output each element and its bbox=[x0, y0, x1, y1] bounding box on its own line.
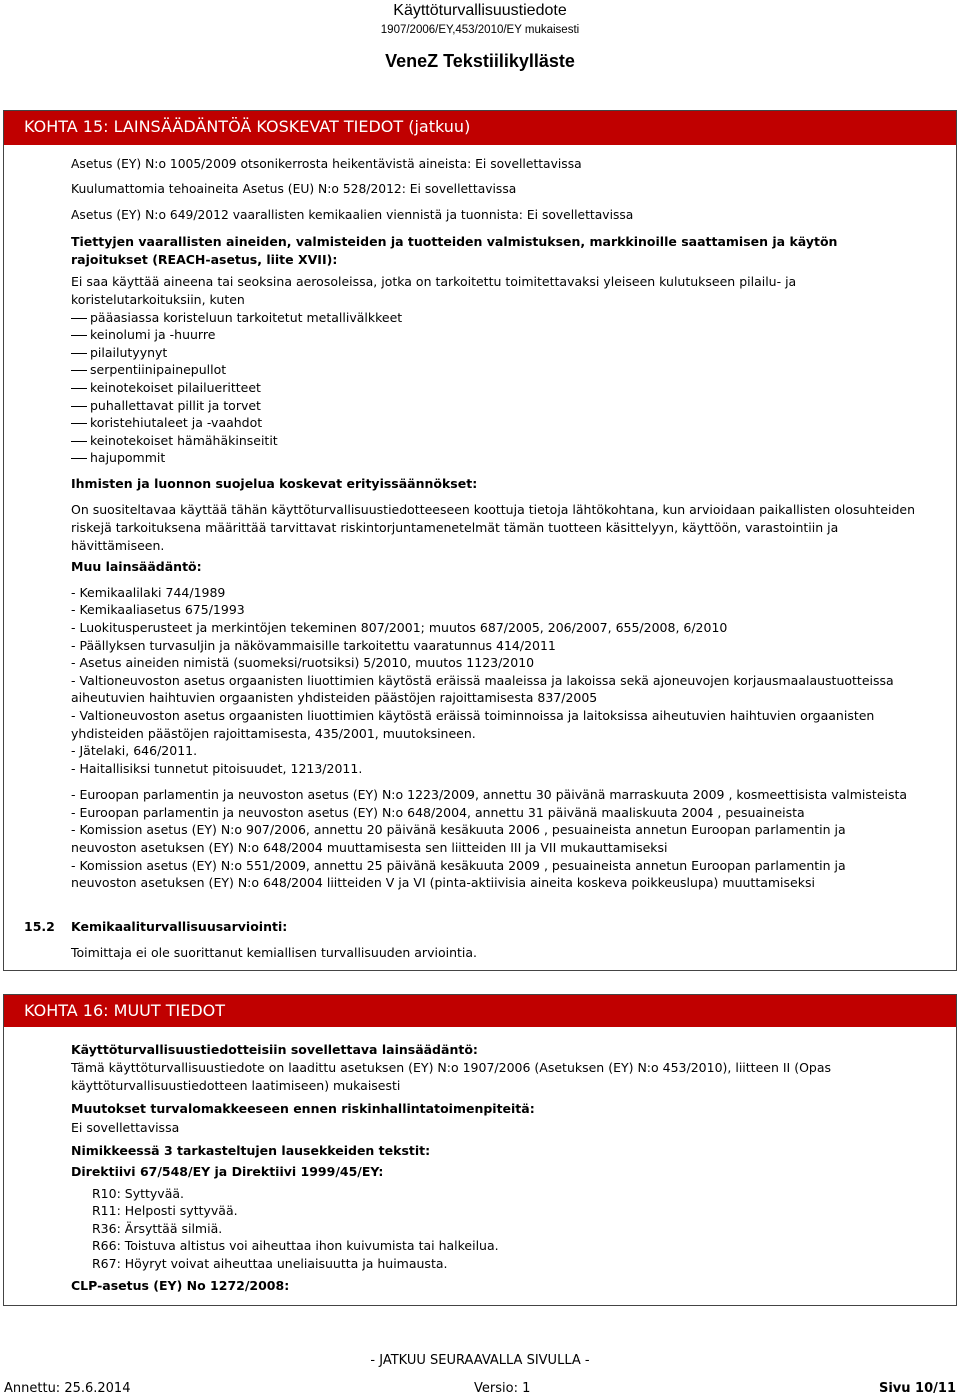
reach-item-text: keinolumi ja -huurre bbox=[90, 327, 216, 342]
regulation-line: Asetus (EY) N:o 1005/2009 otsonikerrosta heikentävistä aineista: Ei sovellettavissa bbox=[71, 157, 582, 171]
r-phrase: R66: Toistuva altistus voi aiheuttaa ihon kuivumista tai halkeilua. bbox=[92, 1238, 499, 1253]
continues-note: - JATKUU SEURAAVALLA SIVULLA - bbox=[370, 1353, 590, 1368]
version: Versio: 1 bbox=[474, 1381, 531, 1396]
protection-text: hävittämiseen. bbox=[71, 538, 165, 553]
issue-date: Annettu: 25.6.2014 bbox=[4, 1381, 131, 1396]
eu-regulation-item: - Euroopan parlamentin ja neuvoston asetus (EY) N:o 1223/2009, annettu 30 päivänä marraskuuta 2009 , kosmeettisista valmisteista bbox=[71, 787, 908, 802]
legislation-item: aiheutuvien haihtuvien orgaanisten yhdisteiden päästöjen rajoittamisesta 837/2005 bbox=[71, 690, 598, 705]
reach-list-item bbox=[71, 414, 262, 432]
legislation-item: - Kemikaaliasetus 675/1993 bbox=[71, 602, 245, 617]
eu-regulation-item: - Komission asetus (EY) N:o 907/2006, annettu 20 päivänä kesäkuuta 2006 , pesuaineista annetun Euroopan parlamentin ja bbox=[71, 822, 846, 837]
protection-text: On suositeltavaa käyttää tähän käyttöturvallisuustiedotteeseen koottuja tietoja lähtökohtana, kun arvioidaan paikallisten olosuhteiden bbox=[71, 502, 915, 517]
reach-item-text: koristehiutaleet ja -vaahdot bbox=[90, 415, 263, 430]
reach-text: koristelutarkoituksiin, kuten bbox=[71, 292, 245, 307]
page-number: Sivu 10/11 bbox=[878, 1381, 956, 1396]
section-15-banner: KOHTA 15: LAINSÄÄDÄNTÖÄ KOSKEVAT TIEDOT (jatkuu) bbox=[4, 111, 956, 145]
other-legislation-heading: Muu lainsäädäntö: bbox=[71, 559, 202, 574]
clp-heading: CLP-asetus (EY) No 1272/2008: bbox=[71, 1278, 290, 1293]
reach-heading: rajoitukset (REACH-asetus, liite XVII): bbox=[71, 252, 338, 267]
dash-marker bbox=[71, 458, 87, 459]
dash-marker bbox=[71, 441, 87, 442]
regulation-reference: 1907/2006/EY,453/2010/EY mukaisesti bbox=[380, 24, 580, 36]
reach-list-item bbox=[71, 432, 278, 450]
reach-item-text: puhallettavat pillit ja torvet bbox=[90, 398, 261, 413]
legislation-item: - Asetus aineiden nimistä (suomeksi/ruotsiksi) 5/2010, muutos 1123/2010 bbox=[71, 655, 535, 670]
reach-list-item bbox=[71, 397, 261, 415]
reach-item-text: pääasiassa koristeluun tarkoitetut metallivälkkeet bbox=[90, 310, 403, 325]
reach-item-text: serpentiinipainepullot bbox=[90, 362, 227, 377]
reach-list-item bbox=[71, 361, 226, 379]
reach-item-text: hajupommit bbox=[90, 450, 166, 465]
reach-item-text: pilailutyynyt bbox=[90, 345, 168, 360]
r-phrase: R36: Ärsyttää silmiä. bbox=[92, 1221, 223, 1236]
section-16-banner: KOHTA 16: MUUT TIEDOT bbox=[4, 995, 956, 1027]
legislation-item: - Luokitusperusteet ja merkintöjen tekeminen 807/2001; muutos 687/2005, 206/2007, 655/2008, 6/2010 bbox=[71, 620, 728, 635]
reach-list-item bbox=[71, 449, 165, 467]
legislation-item: - Jätelaki, 646/2011. bbox=[71, 743, 198, 758]
reach-heading: Tiettyjen vaarallisten aineiden, valmisteiden ja tuotteiden valmistuksen, markkinoille saattamisen ja käytön bbox=[71, 234, 838, 249]
changes-heading: Muutokset turvalomakkeeseen ennen riskinhallintatoimenpiteitä: bbox=[71, 1101, 535, 1116]
dash-marker bbox=[71, 406, 87, 407]
eu-regulation-item: - Euroopan parlamentin ja neuvoston asetus (EY) N:o 648/2004, annettu 31 päivänä maaliskuuta 2004 , pesuaineista bbox=[71, 805, 805, 820]
applicable-legislation-text: Tämä käyttöturvallisuustiedote on laadittu asetuksen (EY) N:o 1907/2006 (Asetuksen (EY) N:o 453/2010), liitteen II (Opas bbox=[71, 1060, 832, 1075]
r-phrase: R11: Helposti syttyvää. bbox=[92, 1203, 238, 1218]
reach-list-item bbox=[71, 379, 261, 397]
reach-list-item bbox=[71, 326, 215, 344]
legislation-item: - Valtioneuvoston asetus orgaanisten liuottimien käytöstä eräissä maaleissa ja lakoissa sekä ajoneuvojen korjausmaalaustuotteissa bbox=[71, 673, 894, 688]
subsection-number: 15.2 bbox=[24, 919, 55, 934]
dash-marker bbox=[71, 353, 87, 354]
legislation-item: - Haitallisiksi tunnetut pitoisuudet, 1213/2011. bbox=[71, 761, 363, 776]
reach-list-item bbox=[71, 344, 167, 362]
legislation-item: yhdisteiden päästöjen rajoittamisesta, 435/2001, muutoksineen. bbox=[71, 726, 476, 741]
r-phrase: R10: Syttyvää. bbox=[92, 1186, 184, 1201]
dash-marker bbox=[71, 318, 87, 319]
reach-item-text: keinotekoiset pilailueritteet bbox=[90, 380, 261, 395]
subsection-text: Toimittaja ei ole suorittanut kemiallisen turvallisuuden arviointia. bbox=[71, 945, 477, 960]
applicable-legislation-text: käyttöturvallisuustiedotteen laatimiseen) mukaisesti bbox=[71, 1078, 401, 1093]
r-phrase: R67: Höyryt voivat aiheuttaa uneliaisuutta ja huimausta. bbox=[92, 1256, 448, 1271]
phrases-heading: Nimikkeessä 3 tarkasteltujen lausekkeiden tekstit: bbox=[71, 1143, 431, 1158]
eu-regulation-item: neuvoston asetuksen (EY) N:o 648/2004 muuttamisesta sen liitteiden III ja VII mukauttamiseksi bbox=[71, 840, 668, 855]
eu-regulation-item: - Komission asetus (EY) N:o 551/2009, annettu 25 päivänä kesäkuuta 2009 , pesuaineista annetun Euroopan parlamentin ja bbox=[71, 858, 846, 873]
protection-heading: Ihmisten ja luonnon suojelua koskevat erityissäännökset: bbox=[71, 476, 478, 491]
product-name: VeneZ Tekstiilikylläste bbox=[385, 51, 575, 71]
legislation-item: - Kemikaalilaki 744/1989 bbox=[71, 585, 226, 600]
dash-marker bbox=[71, 370, 87, 371]
reach-list-item bbox=[71, 309, 402, 327]
eu-regulation-item: neuvoston asetuksen (EY) N:o 648/2004 liitteiden V ja VI (pinta-aktiivisia aineita koskeva poikkeuslupa) muuttamiseksi bbox=[71, 875, 815, 890]
reach-item-text: keinotekoiset hämähäkinseitit bbox=[90, 433, 278, 448]
changes-text: Ei sovellettavissa bbox=[71, 1120, 180, 1135]
regulation-line: Kuulumattomia tehoaineita Asetus (EU) N:o 528/2012: Ei sovellettavissa bbox=[71, 182, 517, 196]
regulation-line: Asetus (EY) N:o 649/2012 vaarallisten kemikaalien viennistä ja tuonnista: Ei sovellettavissa bbox=[71, 208, 634, 222]
protection-text: riskejä tarkoituksena määrittää tarvittavat riskintorjuntamenetelmät tämän tuotteen käsittelyyn, käyttöön, varastointiin ja bbox=[71, 520, 839, 535]
dash-marker bbox=[71, 423, 87, 424]
legislation-item: - Valtioneuvoston asetus orgaanisten liuottimien käytöstä eräissä toiminnoissa ja laitoksissa aiheutuvien haihtuvien orgaanisten bbox=[71, 708, 875, 723]
reach-text: Ei saa käyttää aineena tai seoksina aerosoleissa, jotka on tarkoitettu toimitettavaksi yleiseen kulutukseen pilailu- ja bbox=[71, 274, 797, 289]
subsection-heading: Kemikaaliturvallisuusarviointi: bbox=[71, 919, 288, 934]
legislation-item: - Päällyksen turvasuljin ja näkövammaisille tarkoitettu vaaratunnus 414/2011 bbox=[71, 638, 556, 653]
dash-marker bbox=[71, 388, 87, 389]
applicable-legislation-heading: Käyttöturvallisuustiedotteisiin sovellettava lainsäädäntö: bbox=[71, 1042, 478, 1057]
dash-marker bbox=[71, 335, 87, 336]
directive-heading: Direktiivi 67/548/EY ja Direktiivi 1999/45/EY: bbox=[71, 1164, 384, 1179]
document-title: Käyttöturvallisuustiedote bbox=[393, 2, 567, 19]
